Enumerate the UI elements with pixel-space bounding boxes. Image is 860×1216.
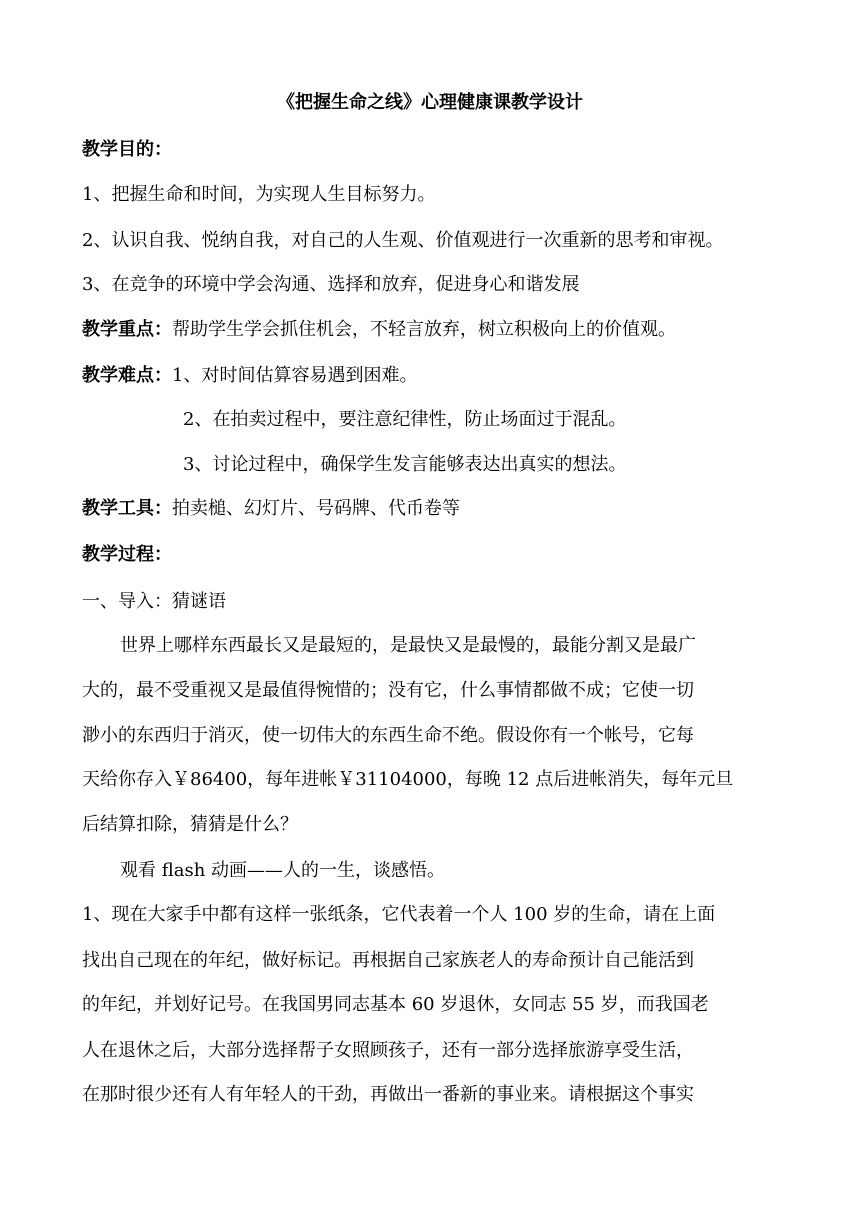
- riddle-line: 渺小的东西归于消灭，使一切伟大的东西生命不绝。假设你有一个帐号，它每: [82, 725, 694, 746]
- document-title: 《把握生命之线》心理健康课教学设计: [277, 92, 583, 113]
- activity-line: 找出自己现在的年纪，做好标记。再根据自己家族老人的寿命预计自己能活到: [82, 950, 694, 971]
- section-heading: 一、导入：猜谜语: [82, 591, 226, 612]
- activity-line: 人在退休之后，大部分选择帮子女照顾孩子，还有一部分选择旅游享受生活，: [82, 1040, 694, 1061]
- difficulty-item: 1、对时间估算容易遇到困难。: [172, 365, 418, 386]
- objectives-heading: 教学目的：: [82, 139, 172, 160]
- key-point-label: 教学重点：: [82, 319, 172, 340]
- process-heading: 教学过程：: [82, 544, 172, 565]
- key-point-text: 帮助学生学会抓住机会，不轻言放弃，树立积极向上的价值观。: [172, 319, 676, 340]
- tools-paragraph: [82, 494, 460, 524]
- activity-line: 的年纪，并划好记号。在我国男同志基本 60 岁退休，女同志 55 岁，而我国老: [82, 994, 709, 1015]
- flash-line: 观看 flash 动画——人的一生，谈感悟。: [120, 860, 446, 881]
- riddle-line: 大的，最不受重视又是最值得惋惜的；没有它，什么事情都做不成；它使一切: [82, 680, 694, 701]
- riddle-line: 天给你存入￥86400，每年进帐￥31104000，每晚 12 点后进帐消失，每年元旦: [82, 769, 734, 790]
- difficulties-paragraph: [82, 361, 417, 391]
- difficulty-item: 3、讨论过程中，确保学生发言能够表达出真实的想法。: [183, 454, 627, 475]
- riddle-line: 后结算扣除，猜猜是什么？: [82, 814, 298, 835]
- objective-item: 2、认识自我、悦纳自我，对自己的人生观、价值观进行一次重新的思考和审视。: [82, 230, 724, 251]
- difficulty-item: 2、在拍卖过程中，要注意纪律性，防止场面过于混乱。: [183, 409, 627, 430]
- tools-label: 教学工具：: [82, 498, 172, 519]
- tools-text: 拍卖槌、幻灯片、号码牌、代币卷等: [172, 498, 460, 519]
- difficulties-label: 教学难点：: [82, 365, 172, 386]
- objective-item: 1、把握生命和时间，为实现人生目标努力。: [82, 184, 436, 205]
- activity-line: 1、现在大家手中都有这样一张纸条，它代表着一个人 100 岁的生命，请在上面: [82, 904, 716, 925]
- objective-item: 3、在竞争的环境中学会沟通、选择和放弃，促进身心和谐发展: [82, 274, 580, 295]
- riddle-line: 世界上哪样东西最长又是最短的，是最快又是最慢的，最能分割又是最广: [120, 635, 696, 656]
- activity-line: 在那时很少还有人有年轻人的干劲，再做出一番新的事业来。请根据这个事实: [82, 1084, 694, 1105]
- key-point-paragraph: [82, 315, 676, 345]
